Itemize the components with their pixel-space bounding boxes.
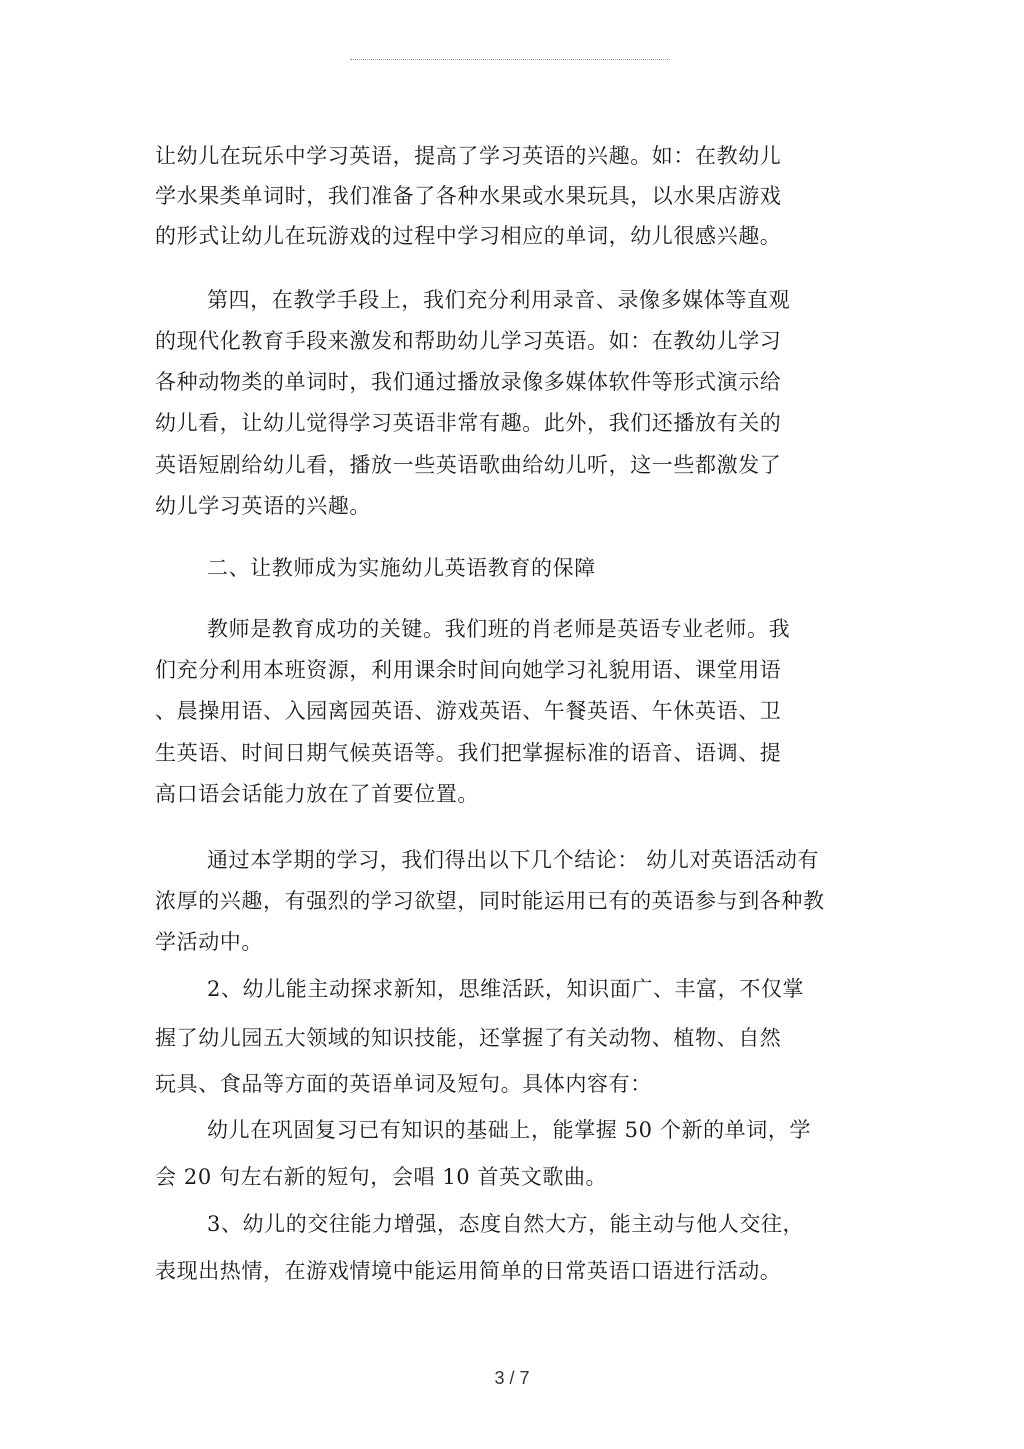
text-line: 幼儿在巩固复习已有知识的基础上，能掌握 50 个新的单词，学 — [207, 1118, 812, 1142]
text-line: 握了幼儿园五大领域的知识技能，还掌握了有关动物、植物、自然 — [155, 1026, 782, 1050]
text-line: 学活动中。 — [155, 930, 263, 954]
text-line: 2、幼儿能主动探求新知，思维活跃，知识面广、丰富，不仅掌 — [207, 977, 805, 1001]
text-line: 表现出热情，在游戏情境中能运用简单的日常英语口语进行活动。 — [155, 1259, 782, 1283]
text-line: 让幼儿在玩乐中学习英语，提高了学习英语的兴趣。如：在教幼儿 — [155, 144, 782, 168]
text-line: 幼儿看，让幼儿觉得学习英语非常有趣。此外，我们还播放有关的 — [155, 411, 782, 435]
text-line: 生英语、时间日期气候英语等。我们把掌握标准的语音、语调、提 — [155, 741, 782, 765]
text-line: 教师是教育成功的关键。我们班的肖老师是英语专业老师。我 — [207, 617, 791, 641]
text-line: 高口语会话能力放在了首要位置。 — [155, 782, 479, 806]
text-line: 第四，在教学手段上，我们充分利用录音、录像多媒体等直观 — [207, 288, 791, 312]
page-number: 3 / 7 — [494, 1368, 530, 1388]
text-line: 英语短剧给幼儿看，播放一些英语歌曲给幼儿听，这一些都激发了 — [155, 453, 782, 477]
text-line: 幼儿学习英语的兴趣。 — [155, 494, 371, 518]
text-line: 玩具、食品等方面的英语单词及短句。具体内容有： — [155, 1072, 652, 1096]
text-line: 、晨操用语、入园离园英语、游戏英语、午餐英语、午休英语、卫 — [155, 699, 782, 723]
text-line: 的形式让幼儿在玩游戏的过程中学习相应的单词，幼儿很感兴趣。 — [155, 224, 782, 248]
header-rule — [350, 59, 670, 60]
text-line: 们充分利用本班资源，利用课余时间向她学习礼貌用语、课堂用语 — [155, 658, 782, 682]
text-line: 学水果类单词时，我们准备了各种水果或水果玩具，以水果店游戏 — [155, 184, 782, 208]
section-heading: 二、让教师成为实施幼儿英语教育的保障 — [207, 556, 596, 580]
text-line: 会 20 句左右新的短句，会唱 10 首英文歌曲。 — [155, 1165, 608, 1189]
text-line: 的现代化教育手段来激发和帮助幼儿学习英语。如：在教幼儿学习 — [155, 329, 782, 353]
text-line: 浓厚的兴趣，有强烈的学习欲望，同时能运用已有的英语参与到各种教 — [155, 889, 825, 913]
text-line: 3、幼儿的交往能力增强，态度自然大方，能主动与他人交往， — [207, 1212, 805, 1236]
text-line: 通过本学期的学习，我们得出以下几个结论： 幼儿对英语活动有 — [207, 848, 820, 872]
text-line: 各种动物类的单词时，我们通过播放录像多媒体软件等形式演示给 — [155, 370, 782, 394]
